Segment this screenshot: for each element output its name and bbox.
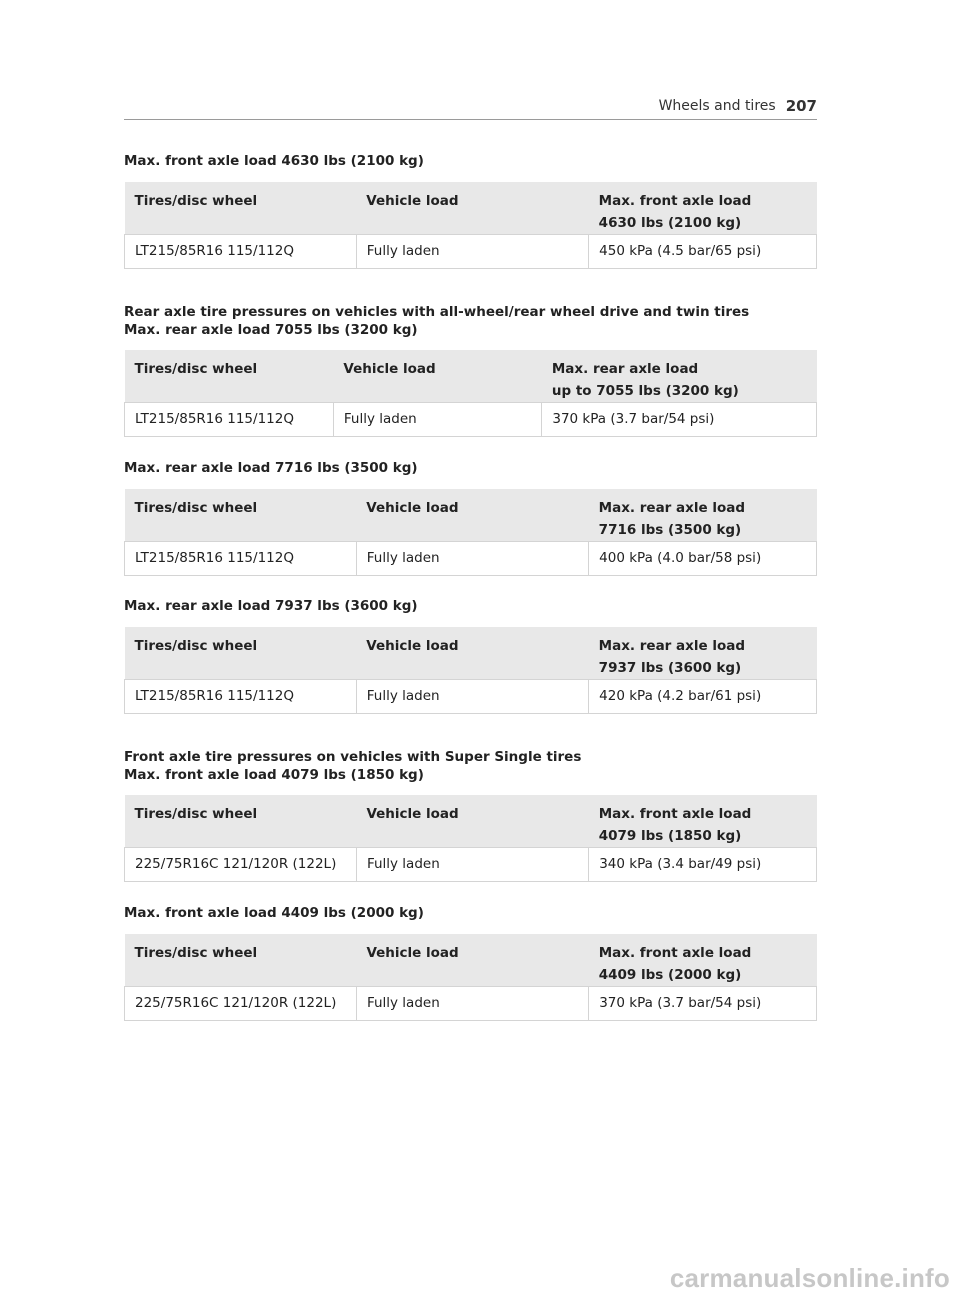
- header-axle-load: [589, 489, 817, 542]
- header-axle-load: [589, 934, 817, 987]
- page-header: [124, 96, 817, 120]
- section-heading: Max. front axle load 4409 lbs (2000 kg): [124, 905, 424, 921]
- pressure-section-front-4630: [124, 152, 817, 269]
- header-axle-load-line1: Max. front axle load: [598, 193, 752, 209]
- section-heading: Max. rear axle load 7937 lbs (3600 kg): [124, 598, 418, 614]
- header-axle-load-line2: 4079 lbs (1850 kg): [598, 828, 742, 844]
- header-load: Vehicle load: [356, 182, 588, 235]
- section-heading: Max. rear axle load 7716 lbs (3500 kg): [124, 460, 418, 476]
- page-number: 207: [785, 97, 817, 115]
- cell-load: Fully laden: [333, 403, 542, 437]
- header-load: Vehicle load: [356, 489, 588, 542]
- cell-tire: LT215/85R16 115/112Q: [125, 235, 357, 269]
- pressure-table: [124, 182, 817, 269]
- header-axle-load-line1: Max. front axle load: [598, 945, 752, 961]
- cell-tire: LT215/85R16 115/112Q: [125, 542, 357, 576]
- cell-pressure: 450 kPa (4.5 bar/65 psi): [589, 235, 817, 269]
- header-axle-load: [589, 182, 817, 235]
- header-tire: Tires/disc wheel: [125, 934, 357, 987]
- table-row: [125, 403, 817, 437]
- header-tire: Tires/disc wheel: [125, 182, 357, 235]
- cell-pressure: 370 kPa (3.7 bar/54 psi): [589, 987, 817, 1021]
- cell-pressure: 370 kPa (3.7 bar/54 psi): [542, 403, 817, 437]
- cell-pressure: 420 kPa (4.2 bar/61 psi): [589, 680, 817, 714]
- pressure-table: [124, 627, 817, 714]
- section-subheading: Max. rear axle load 7055 lbs (3200 kg): [124, 322, 418, 338]
- header-axle-load-line1: Max. rear axle load: [598, 500, 746, 516]
- pressure-table: [124, 795, 817, 882]
- cell-tire: 225/75R16C 121/120R (122L): [125, 848, 357, 882]
- header-load: Vehicle load: [333, 350, 542, 403]
- header-axle-load: [589, 627, 817, 680]
- header-axle-load-line2: 7937 lbs (3600 kg): [598, 660, 742, 676]
- header-axle-load-line2: 4630 lbs (2100 kg): [598, 215, 742, 231]
- header-load: Vehicle load: [356, 795, 588, 848]
- header-axle-load-line2: 4409 lbs (2000 kg): [598, 967, 742, 983]
- header-tire: Tires/disc wheel: [125, 627, 357, 680]
- table-header-row: [125, 489, 817, 542]
- header-tire: Tires/disc wheel: [125, 795, 357, 848]
- table-row: [125, 848, 817, 882]
- header-axle-load-line1: Max. rear axle load: [598, 638, 746, 654]
- cell-tire: LT215/85R16 115/112Q: [125, 403, 334, 437]
- cell-load: Fully laden: [356, 987, 588, 1021]
- cell-pressure: 340 kPa (3.4 bar/49 psi): [589, 848, 817, 882]
- header-tire: Tires/disc wheel: [125, 350, 334, 403]
- section-heading: Rear axle tire pressures on vehicles with all-wheel/rear wheel drive and twin tires: [124, 304, 750, 320]
- table-row: [125, 542, 817, 576]
- table-header-row: [125, 350, 817, 403]
- header-tire: Tires/disc wheel: [125, 489, 357, 542]
- pressure-section-super-single-4079: [124, 748, 817, 882]
- pressure-table: [124, 934, 817, 1021]
- pressure-section-rear-7937: [124, 597, 817, 714]
- pressure-section-front-4409: [124, 904, 817, 1021]
- table-header-row: [125, 627, 817, 680]
- cell-load: Fully laden: [356, 542, 588, 576]
- pressure-table: [124, 350, 817, 437]
- header-axle-load: [542, 350, 817, 403]
- header-load: Vehicle load: [356, 934, 588, 987]
- header-axle-load-line2: up to 7055 lbs (3200 kg): [551, 383, 739, 399]
- section-subheading: Max. front axle load 4079 lbs (1850 kg): [124, 767, 424, 783]
- table-header-row: [125, 182, 817, 235]
- header-load: Vehicle load: [356, 627, 588, 680]
- section-heading: Front axle tire pressures on vehicles with Super Single tires: [124, 749, 582, 765]
- header-axle-load-line2: 7716 lbs (3500 kg): [598, 522, 742, 538]
- header-axle-load-line1: Max. front axle load: [598, 806, 752, 822]
- section-title: Wheels and tires: [658, 98, 776, 114]
- section-heading: Max. front axle load 4630 lbs (2100 kg): [124, 153, 424, 169]
- cell-tire: LT215/85R16 115/112Q: [125, 680, 357, 714]
- header-axle-load-line1: Max. rear axle load: [551, 361, 699, 377]
- watermark: carmanualsonline.info: [669, 1263, 950, 1293]
- header-axle-load: [589, 795, 817, 848]
- pressure-section-rear-7055: [124, 303, 817, 437]
- cell-load: Fully laden: [356, 848, 588, 882]
- cell-load: Fully laden: [356, 680, 588, 714]
- pressure-section-rear-7716: [124, 459, 817, 576]
- cell-pressure: 400 kPa (4.0 bar/58 psi): [589, 542, 817, 576]
- pressure-table: [124, 489, 817, 576]
- table-header-row: [125, 795, 817, 848]
- table-row: [125, 680, 817, 714]
- table-row: [125, 987, 817, 1021]
- cell-load: Fully laden: [356, 235, 588, 269]
- table-row: [125, 235, 817, 269]
- table-header-row: [125, 934, 817, 987]
- cell-tire: 225/75R16C 121/120R (122L): [125, 987, 357, 1021]
